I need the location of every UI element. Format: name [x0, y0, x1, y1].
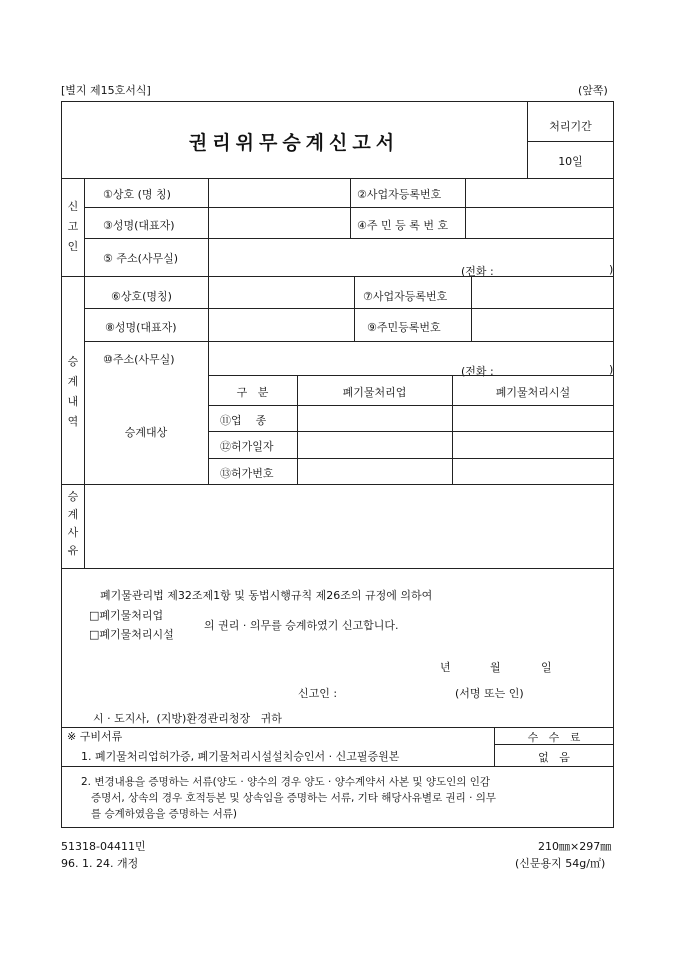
- processing-period-value: 10일: [558, 155, 583, 168]
- reporter-address-field[interactable]: [209, 239, 613, 275]
- reporter-rep-field[interactable]: [209, 208, 349, 237]
- permit-date-business-cell[interactable]: [298, 432, 451, 457]
- reporter-name-label: ①상호 (명 칭): [103, 188, 171, 201]
- date-day-label: 일: [541, 661, 552, 674]
- row-permit-number: ⑬허가번호: [220, 467, 274, 480]
- row-permit-date: ⑫허가일자: [220, 440, 274, 453]
- option-waste-facility[interactable]: □폐기물처리시설: [89, 628, 174, 641]
- succession-biz-reg-label: ⑦사업자등록번호: [363, 290, 448, 303]
- reporter-address-label: ⑤ 주소(사무실): [103, 252, 179, 265]
- paper-size: 210㎜×297㎜: [538, 840, 612, 853]
- form-code: 51318-04411민: [61, 840, 146, 853]
- succession-section-label: 승 계 내 역: [67, 355, 79, 428]
- reporter-name-field[interactable]: [209, 179, 349, 206]
- page-title: 권리위무승계신고서: [188, 132, 400, 154]
- permit-date-facility-cell[interactable]: [453, 432, 613, 457]
- reporter-resident-label: ④주 민 등 록 번 호: [357, 219, 449, 232]
- documents-heading: ※ 구비서류: [67, 730, 123, 743]
- reporter-phone-label: (전화 :: [461, 265, 494, 278]
- reporter-biz-reg-label: ②사업자등록번호: [357, 188, 442, 201]
- reporter-phone-close: ): [609, 263, 614, 276]
- column-facility: 폐기물처리시설: [495, 386, 571, 399]
- reason-field[interactable]: [85, 485, 613, 567]
- form-number: [별지 제15호서식]: [61, 84, 151, 97]
- declaration-statement-2: 의 권리 · 의무를 승계하였기 신고합니다.: [204, 619, 399, 632]
- succession-resident-label: ⑨주민등록번호: [367, 321, 441, 334]
- reason-section-label: 승 계 사 유: [67, 490, 79, 557]
- date-month-label: 월: [490, 661, 501, 674]
- reporter-biz-reg-field[interactable]: [466, 179, 613, 206]
- column-business: 폐기물처리업: [342, 386, 407, 399]
- document-item-2-line-1: 2. 변경내용을 증명하는 서류(양도 · 양수의 경우 양도 · 양수계약서 사본 및 양도인의 인감: [81, 776, 491, 788]
- signature-label: (서명 또는 인): [455, 687, 524, 700]
- succession-target-label: 승계대상: [124, 426, 168, 439]
- date-year-label: 년: [440, 661, 451, 674]
- declaration-statement: 폐기물관리법 제32조제1항 및 동법시행규칙 제26조의 규정에 의하여: [100, 589, 433, 602]
- reporter-section-label: 신 고 인: [67, 200, 79, 253]
- addressee: 시 · 도지사, (지방)환경관리청장 귀하: [93, 712, 282, 725]
- succession-resident-field[interactable]: [472, 309, 613, 340]
- document-item-2-line-3: 를 승계하였음을 증명하는 서류): [91, 808, 237, 820]
- succession-phone-close: ): [609, 363, 614, 376]
- revision-date: 96. 1. 24. 개정: [61, 857, 139, 870]
- business-type-facility-cell[interactable]: [453, 406, 613, 430]
- document-item-1: 1. 폐기물처리업허가증, 폐기물처리시설설치승인서 · 신고필증원본: [81, 750, 400, 763]
- processing-period-label: 처리기간: [549, 120, 592, 133]
- page-side-label: (앞쪽): [578, 84, 608, 97]
- succession-address-label: ⑩주소(사무실): [103, 353, 175, 366]
- succession-address-field[interactable]: [209, 342, 613, 374]
- permit-number-facility-cell[interactable]: [453, 459, 613, 483]
- business-type-business-cell[interactable]: [298, 406, 451, 430]
- column-category: 구 분: [236, 386, 269, 399]
- reporter-rep-label: ③성명(대표자): [103, 219, 175, 232]
- document-item-2-line-2: 증명서, 상속의 경우 호적등본 및 상속임을 증명하는 서류, 기타 해당사유별로 권리 · 의무: [91, 792, 497, 804]
- succession-rep-field[interactable]: [209, 309, 353, 340]
- fee-label: 수 수 료: [527, 731, 581, 744]
- fee-value: 없 음: [538, 751, 570, 764]
- permit-number-business-cell[interactable]: [298, 459, 451, 483]
- succession-name-field[interactable]: [209, 277, 353, 307]
- row-business-type: ⑪업 종: [220, 414, 267, 427]
- succession-rep-label: ⑧성명(대표자): [105, 321, 177, 334]
- succession-biz-reg-field[interactable]: [472, 277, 613, 307]
- succession-name-label: ⑥상호(명칭): [111, 290, 172, 303]
- paper-type: (신문용지 54g/㎡): [515, 857, 606, 870]
- reporter-sign-label: 신고인 :: [298, 687, 338, 700]
- succession-phone-label: (전화 :: [461, 365, 494, 378]
- reporter-resident-field[interactable]: [466, 208, 613, 237]
- option-waste-business[interactable]: □폐기물처리업: [89, 609, 164, 622]
